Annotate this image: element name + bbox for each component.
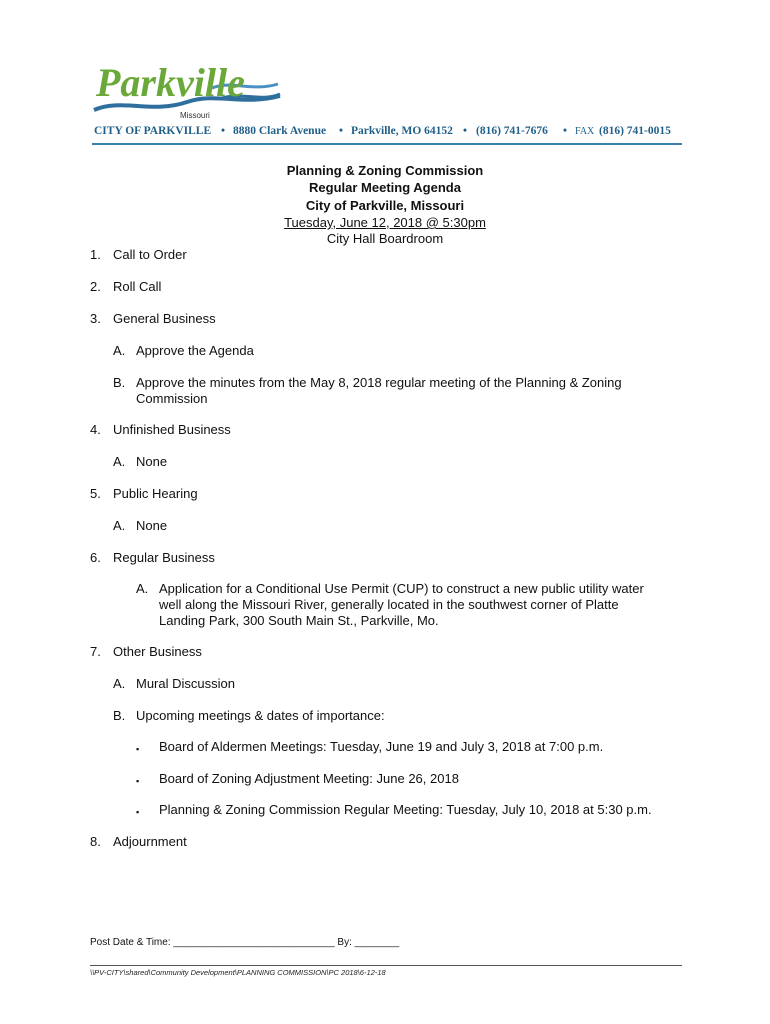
post-date-line: Post Date & Time: _____________________________ By: ________ (90, 937, 400, 948)
letterhead-fax: (816) 741-0015 (599, 125, 671, 137)
bullet-text: Board of Aldermen Meetings: Tuesday, June 19 and July 3, 2018 at 7:00 p.m. (159, 739, 604, 754)
title-agenda: Regular Meeting Agenda (309, 180, 461, 195)
item-text: Adjournment (113, 834, 187, 849)
letterhead-address: 8880 Clark Avenue (233, 125, 327, 137)
logo-subtext: Missouri (180, 111, 210, 120)
bullet-text: Planning & Zoning Commission Regular Meeting: Tuesday, July 10, 2018 at 5:30 p.m. (159, 802, 652, 817)
bullet-marker: ▪ (136, 807, 140, 817)
subitem-text: Application for a Conditional Use Permit (CUP) to construct a new public utility water well along the Missouri River, generally located in the southwest corner of Platte Landing Park, 300 South Main St., Parkville, Mo. (159, 581, 644, 628)
item-number: 1. (90, 247, 101, 262)
subitem-letter: B. (113, 375, 126, 390)
title-location: City Hall Boardroom (326, 231, 444, 246)
letterhead-fax-label: FAX (575, 126, 595, 137)
subitem-text: Approve the minutes from the May 8, 2018 regular meeting of the Planning & Zoning Commission (136, 375, 622, 406)
title-city: City of Parkville, Missouri (305, 198, 465, 213)
subitem-letter: A. (136, 581, 149, 596)
subitem-text: None (136, 518, 168, 533)
title-date-text: Tuesday, June 12, 2018 @ 5:30pm (284, 215, 486, 230)
subitem-letter: B. (113, 708, 126, 723)
bullet-marker: ▪ (136, 744, 140, 754)
letterhead (94, 125, 684, 143)
item-text: Call to Order (113, 247, 187, 262)
subitem-letter: A. (113, 676, 126, 691)
footer-rule (90, 965, 682, 966)
item-text: Roll Call (113, 279, 162, 294)
item-text: Regular Business (113, 550, 215, 565)
subitem-text: Mural Discussion (136, 676, 235, 691)
subitem-text: Upcoming meetings & dates of importance: (136, 708, 385, 723)
item-number: 5. (90, 486, 101, 501)
letterhead-phone: (816) 741-7676 (476, 125, 548, 137)
item-number: 4. (90, 422, 101, 437)
item-number: 8. (90, 834, 101, 849)
bullet-marker: ▪ (136, 776, 140, 786)
file-path: \\PV-CITY\shared\Community Development\PLANNING COMMISSION\PC 2018\6-12-18 (90, 968, 386, 977)
letterhead-separator: • (563, 125, 568, 137)
item-text: General Business (113, 311, 216, 326)
item-number: 6. (90, 550, 101, 565)
item-number: 3. (90, 311, 101, 326)
item-text: Public Hearing (113, 486, 198, 501)
item-text: Unfinished Business (113, 422, 231, 437)
subitem-text: Approve the Agenda (136, 343, 254, 358)
parkville-logo (92, 58, 282, 122)
bullet-text: Board of Zoning Adjustment Meeting: June 26, 2018 (159, 771, 459, 786)
title-commission: Planning & Zoning Commission (286, 163, 484, 178)
subitem-letter: A. (113, 343, 126, 358)
subitem-letter: A. (113, 518, 126, 533)
letterhead-separator: • (221, 125, 226, 137)
subitem-text: None (136, 454, 168, 469)
letterhead-separator: • (463, 125, 468, 137)
header-rule (92, 143, 682, 145)
letterhead-citystate: Parkville, MO 64152 (351, 125, 453, 137)
item-number: 7. (90, 644, 101, 659)
title-date (0, 214, 770, 231)
item-number: 2. (90, 279, 101, 294)
subitem-letter: A. (113, 454, 126, 469)
letterhead-separator: • (339, 125, 344, 137)
logo-wordmark: Parkville (96, 60, 245, 105)
item-text: Other Business (113, 644, 202, 659)
letterhead-city: CITY OF PARKVILLE (94, 125, 212, 137)
